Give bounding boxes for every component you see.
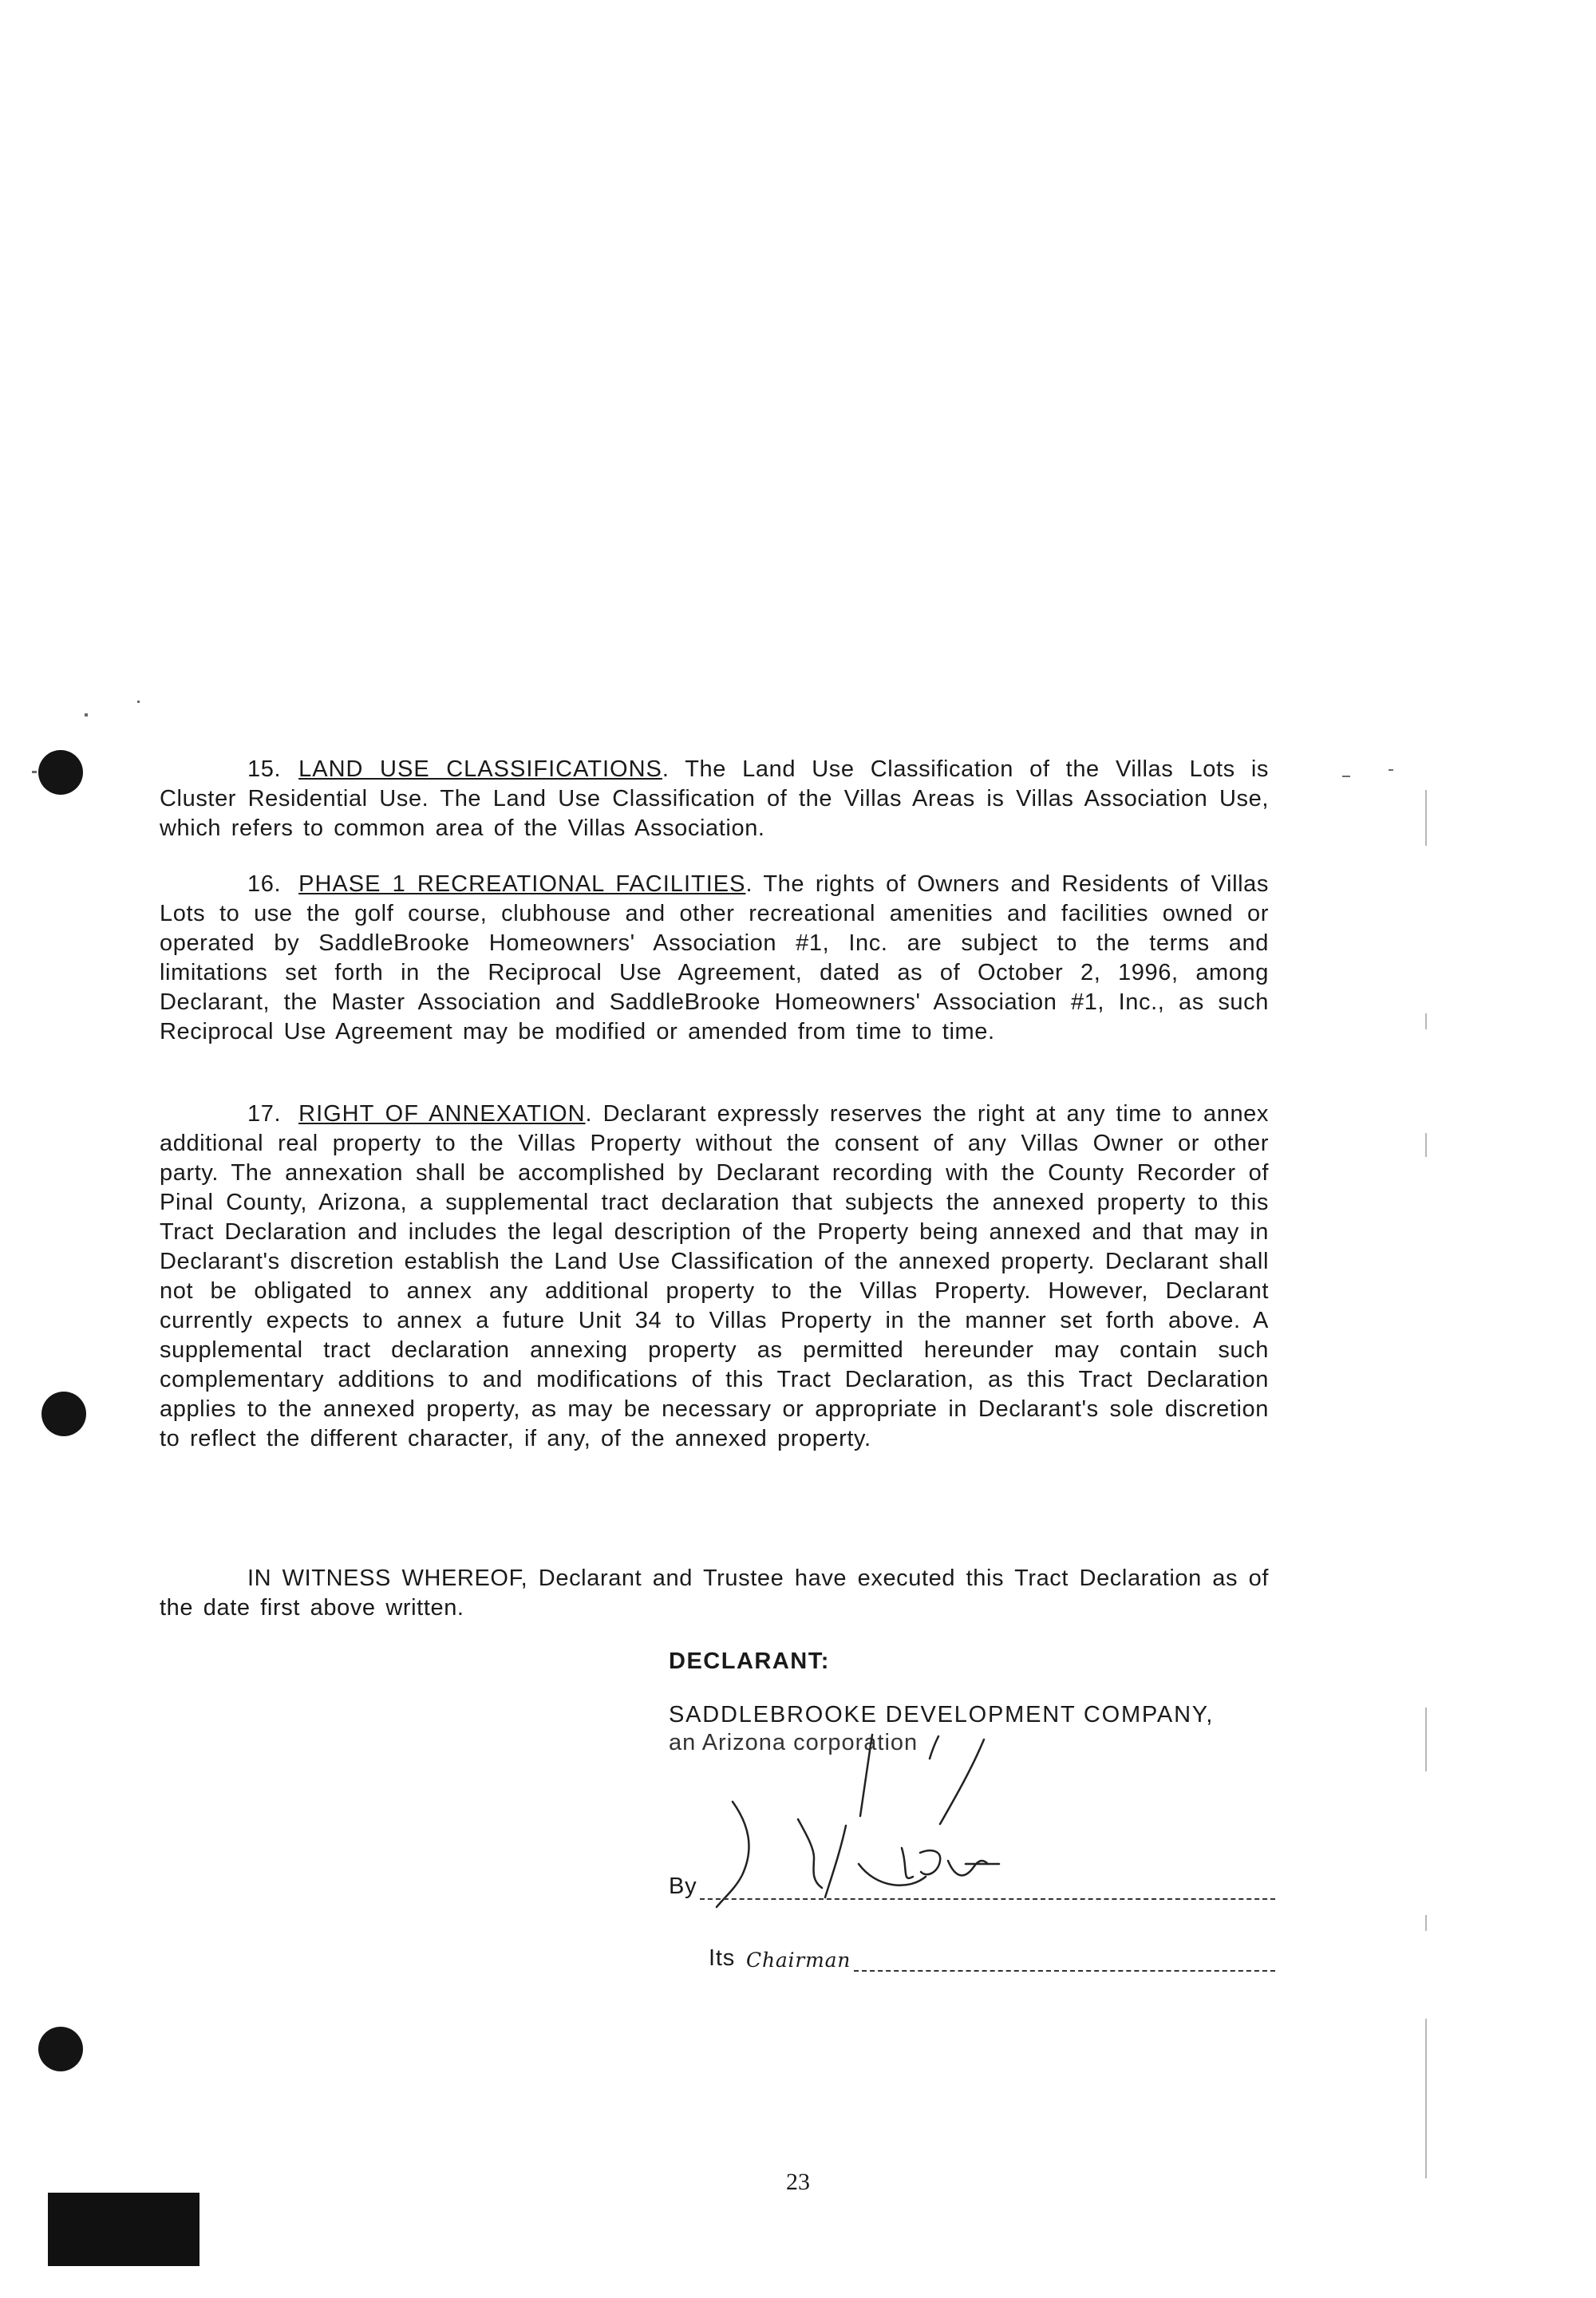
witness-clause [160, 1564, 1269, 1623]
section-16 [160, 870, 1269, 1047]
its-title-line [709, 1945, 1275, 1972]
margin-mark [1425, 790, 1427, 846]
scan-speck [32, 771, 37, 773]
page-number: 23 [786, 2169, 810, 2195]
margin-mark [1425, 1013, 1427, 1029]
its-value: Chairman [746, 1949, 851, 1972]
punch-hole-top [38, 750, 83, 795]
scan-black-tab [48, 2193, 200, 2266]
section-17 [160, 1100, 1269, 1454]
signature-block [669, 1648, 1275, 1972]
section-heading: PHASE 1 RECREATIONAL FACILITIES [298, 871, 746, 897]
section-body: . The Land Use Classification of the Villas Lots is Cluster Residential Use. The Land Use Classification of the Villas Areas is Villas Association Use, which refers to common area of the Villas Association. [160, 756, 1269, 841]
section-body: . Declarant expressly reserves the right at any time to annex additional real property to the Villas Property without the consent of any Villas Owner or other party. The annexation shall be accomplished by Declarant recording with the County Recorder of Pinal County, Arizona, a supplemental tract declaration that subjects the annexed property to this Tract Declaration and includes the legal description of the Property being annexed and that may in Declarant's discretion establish the Land Use Classification of the annexed property. Declarant shall not be obligated to annex any additional property to the Villas Property. However, Declarant currently expects to annex a future Unit 34 to Villas Property in the manner set forth above. A supplemental tract declaration annexing property as permitted hereunder may contain such complementary additions to and modifications of this Tract Declaration, as this Tract Declaration applies to the annexed property, as may be necessary or appropriate in Declarant's sole discretion to reflect the different character, if any, of the annexed property. [160, 1101, 1270, 1451]
section-heading: RIGHT OF ANNEXATION [298, 1101, 586, 1127]
scan-speck [1389, 769, 1393, 771]
by-label: By [669, 1874, 697, 1899]
declarant-label: DECLARANT: [669, 1648, 830, 1674]
punch-hole-bottom [38, 2027, 83, 2071]
scan-speck [137, 701, 140, 703]
margin-mark [1425, 2019, 1427, 2178]
company-subtitle: an Arizona corporation [669, 1730, 918, 1755]
by-rule [700, 1879, 1275, 1900]
its-label: Its [709, 1945, 736, 1971]
section-number: 17. [247, 1101, 282, 1127]
handwritten-signature [669, 1712, 1275, 1952]
by-signature-line [669, 1874, 1275, 1900]
company-name: SADDLEBROOKE DEVELOPMENT COMPANY, [669, 1702, 1215, 1727]
punch-hole-middle [41, 1392, 86, 1436]
scan-speck [85, 713, 88, 717]
margin-mark [1425, 1133, 1427, 1157]
margin-mark [1425, 1708, 1427, 1771]
section-number: 16. [247, 871, 282, 897]
margin-mark [1425, 1915, 1427, 1931]
scan-speck [1342, 776, 1350, 777]
section-15 [160, 755, 1269, 843]
witness-text: IN WITNESS WHEREOF, Declarant and Trustee have executed this Tract Declaration as of the date first above written. [160, 1566, 1269, 1621]
its-rule [854, 1951, 1275, 1972]
section-heading: LAND USE CLASSIFICATIONS [298, 756, 662, 782]
section-body: . The rights of Owners and Residents of Villas Lots to use the golf course, clubhouse and other recreational amenities and facilities owned or operated by SaddleBrooke Homeowners' Association #1, Inc. are subject to the terms and limitations set forth in the Reciprocal Use Agreement, dated as of October 2, 1996, among Declarant, the Master Association and SaddleBrooke Homeowners' Association #1, Inc., as such Reciprocal Use Agreement may be modified or amended from time to time. [160, 871, 1269, 1044]
section-number: 15. [247, 756, 282, 782]
